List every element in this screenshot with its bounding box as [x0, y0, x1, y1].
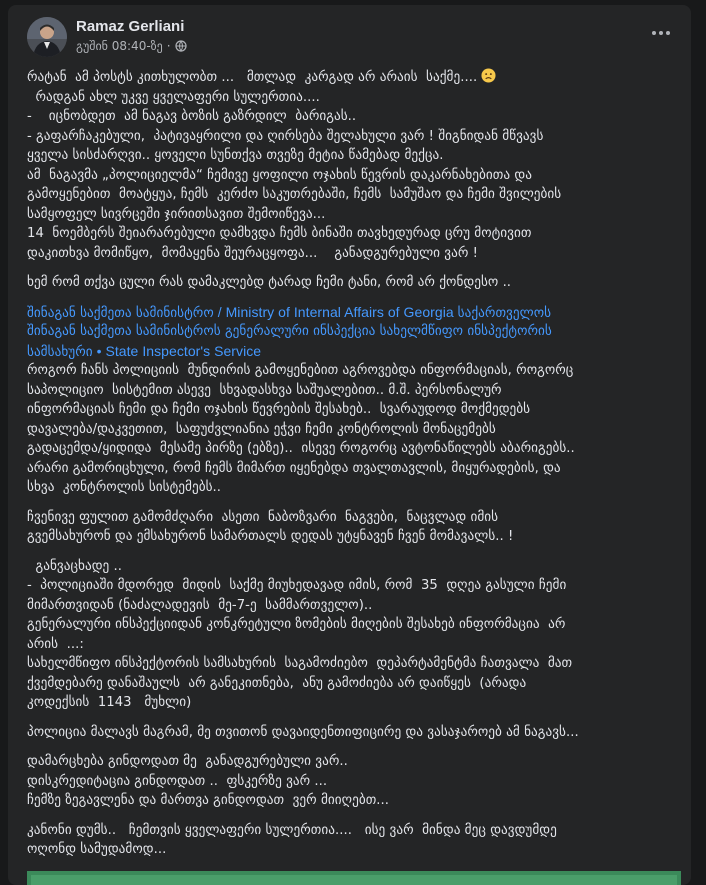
post-line: განვაცხადე .. [27, 558, 123, 574]
mention-link[interactable]: შინაგან საქმეთა სამინისტროს გენერალური ინსპექცია სახელმწიფო ინსპექტორის [27, 324, 552, 339]
post-line: ამ ნაგავმა „პოლიციელმა“ ჩემივე ყოფილი ოჯახის წევრის დაკარნახებითა და [27, 167, 532, 183]
mention-link[interactable]: შინაგან საქმეთა სამინისტრო / Ministry of Internal Affairs of Georgia საქართველოს [27, 303, 552, 321]
disappointed-face-icon [481, 68, 496, 83]
post-line: ხემ რომ თქვა ცული რას დამაკლებდ ტარად ჩემი ტანი, რომ არ ქონდესო .. [27, 275, 512, 290]
post-line: ჩემზე ზეგავლენა და მართვა გინდოდათ ვერ მიიღებთ... [27, 793, 390, 808]
post-line: კანონი დუმს.. ჩემთვის ყველაფერი სულერთია.... ისე ვარ მინდა მეც დავდუმდე [27, 822, 557, 838]
post-card [8, 5, 691, 885]
post-line: ოღონდ სამუდამოდ... [27, 842, 167, 857]
post-line: სამყოფელ სივრცეში ჯირითსავით შემოიწევა... [27, 206, 326, 222]
post-line: დამარცხება გინდოდათ მე განადგურებული ვარ.. [27, 754, 348, 769]
post-time[interactable]: გუშინ 08:40-ზე [76, 39, 163, 53]
mention-link[interactable]: სამსახური • State Inspector's Service [27, 342, 262, 360]
attached-image-preview[interactable] [27, 871, 681, 885]
post-line: გამოყენებით მოატყუა, ჩემს კერძო საკუთრებაში, ჩემს სამუშაო და ჩემი შვილების [27, 187, 562, 202]
globe-icon[interactable] [175, 40, 187, 52]
post-line: დაკითხვა მომიწყო, მომაყენა შეურაცყოფა... განადგურებული ვარ ! [27, 245, 478, 261]
post-line: გვემსახურონ და ემსახურონ სამართალს დედას უტყნავენ ჩვენ მომავალს.. ! [27, 529, 514, 544]
post-body [27, 68, 677, 860]
post-meta [76, 39, 187, 53]
post-line: სახელმწიფო ინსპექტორის სამსახურის საგამოძიებო დეპარტამენტმა ჩათვალა მათ [27, 656, 573, 671]
post-line: ინფორმაციას ჩემი და ჩემი ოჯახის წევრების შესახებ.. სვარაუდოდ მოქმედებს [27, 402, 531, 417]
post-line: 14 ნოემბერს შეიარარებული დამხვდა ჩემს ბინაში თავხედურად ცრუ მოტივით [27, 226, 532, 241]
post-line: პოლიცია მალავს მაგრამ, მე თვითონ დავაიდენთიფიცირე და ვასაჯაროებ ამ ნაგავს... [27, 724, 579, 740]
post-line: გადაცემდა/ყიდიდა მესამე პირზე (ებზე).. ისევე როგორც ავტონაწილებს აბარიგებს.. [27, 441, 575, 456]
post-line: - პოლიციაში მდორედ მიდის საქმე მიუხედავად იმის, რომ 35 დღეა გასული ჩემი [27, 578, 567, 593]
post-line: ქვემდებარე დანაშაულს არ განეკითნება, ანუ გამოძიება არ დაიწყეს (არადა [27, 675, 527, 691]
post-line: კოდექსის 1143 მუხლი) [27, 695, 192, 710]
post-header [8, 5, 691, 60]
post-line: დავალება/დაკვეთით, საფუძვლიანია ეჭვი ჩემი კონტროლის მონაცემებს [27, 421, 496, 437]
post-line: არის ...: [27, 636, 84, 652]
avatar[interactable] [27, 17, 67, 57]
post-line: საპოლიციო სისტემით ასევე სხვადასხვა საშუალებით.. მ.შ. პერსონალურ [27, 382, 502, 398]
post-line: მიმართვიდან (ნაძალადევის მე-7-ე სამმართველო).. [27, 597, 373, 613]
post-line: არარი გამორიცხული, რომ ჩემს მიმართ იყენებდა თვალთავლის, მიყურადების, და [27, 460, 561, 476]
post-line: - გაფარჩაკებული, პატივაყრილი და ღირსება შელახული ვარ ! შიგნიდან მწვავს [27, 128, 544, 144]
author-name[interactable]: Ramaz Gerliani [76, 18, 185, 35]
post-line: - იცნობდეთ ამ ნაგავ ბოზის გაზრდილ ბარიგას.. [27, 109, 357, 124]
post-line: რადგან ახლ უკვე ყველაფერი სულერთია.... [27, 89, 320, 105]
more-options-icon[interactable] [647, 23, 675, 43]
meta-separator: · [166, 39, 171, 53]
post-line: სხვა კონტროლის სისტემებს.. [27, 480, 222, 495]
post-line: ჩვენივე ფულით გამომძღარი ასეთი ნაბოზვარი ნაგვები, ნაცვლად იმის [27, 509, 499, 525]
post-line: რატან ამ პოსტს კითხულობთ ... მთლად კარგად არ არაის საქმე.... [27, 68, 677, 88]
post-line: ყველა სისძარღვი.. ყოველი სუნთქვა თვეზე მეტია წამებად მექცა. [27, 148, 444, 163]
post-line: დისკრედიტაცია გინდოდათ .. ფსკერზე ვარ ... [27, 773, 328, 789]
post-line: გენერალური ინსპექციიდან კონკრეტული ზომების მიღების შესახებ ინფორმაცია არ [27, 617, 566, 632]
post-line: როგორ ჩანს პოლიციის მუნდირის გამოყენებით აგროვებდა ინფორმაციას, როგორც [27, 363, 574, 378]
